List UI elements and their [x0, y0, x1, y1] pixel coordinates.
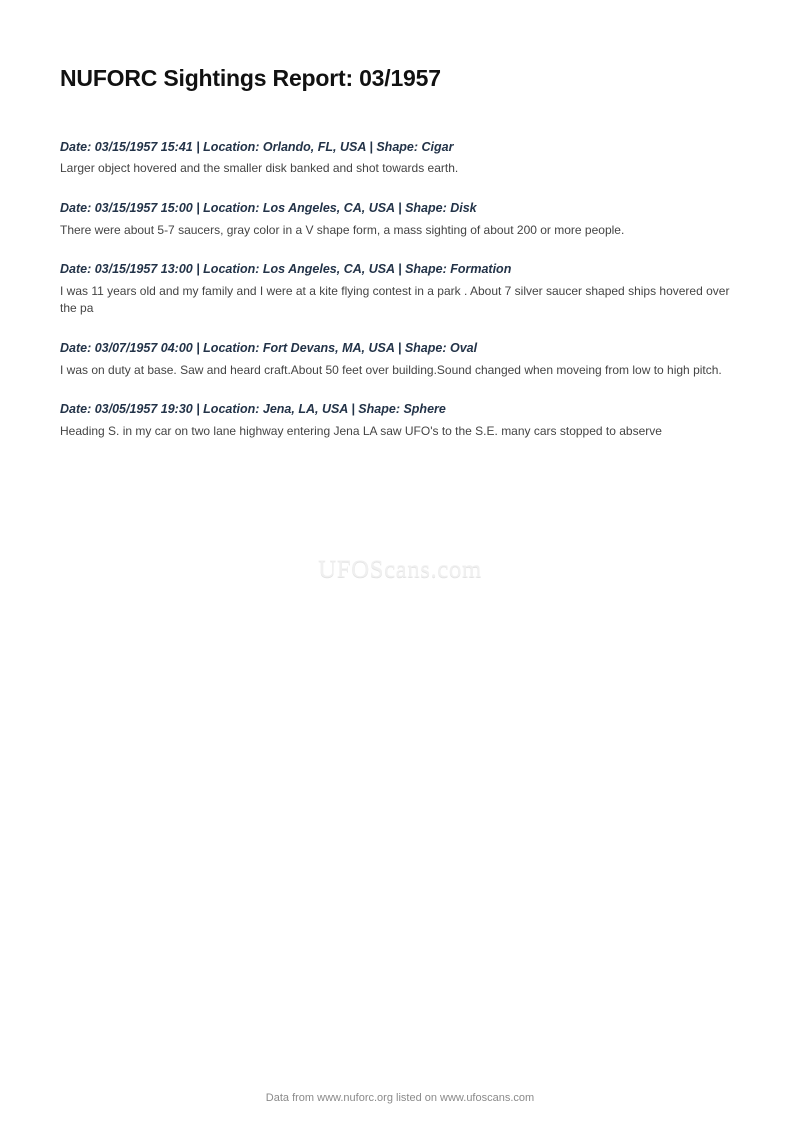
sighting-entry [60, 139, 740, 178]
sighting-entry [60, 340, 740, 379]
sighting-description: Larger object hovered and the smaller disk banked and shot towards earth. [60, 161, 459, 176]
page-title: NUFORC Sightings Report: 03/1957 [60, 65, 441, 91]
sighting-header: Date: 03/15/1957 15:41 | Location: Orlando, FL, USA | Shape: Cigar [60, 139, 454, 154]
sighting-entry [60, 200, 740, 239]
sighting-description: I was 11 years old and my family and I were at a kite flying contest in a park . About 7 silver saucer shaped ships hovered over the pa [60, 284, 730, 316]
watermark: UFOScans.com [318, 556, 482, 583]
sighting-header: Date: 03/07/1957 04:00 | Location: Fort Devans, MA, USA | Shape: Oval [60, 340, 478, 355]
sighting-header: Date: 03/05/1957 19:30 | Location: Jena, LA, USA | Shape: Sphere [60, 402, 446, 417]
sighting-entry [60, 261, 740, 318]
sighting-description: I was on duty at base. Saw and heard craft.About 50 feet over building.Sound changed when moveing from low to high pitch. [60, 362, 722, 377]
sighting-entry [60, 401, 740, 440]
sightings-list [60, 139, 740, 441]
page-footer: Data from www.nuforc.org listed on www.ufoscans.com [265, 1092, 535, 1104]
sighting-description: There were about 5-7 saucers, gray color in a V shape form, a mass sighting of about 200 or more people. [60, 222, 625, 237]
sighting-header: Date: 03/15/1957 13:00 | Location: Los Angeles, CA, USA | Shape: Formation [60, 262, 512, 277]
sighting-description: Heading S. in my car on two lane highway entering Jena LA saw UFO's to the S.E. many cars stopped to abserve [60, 423, 662, 438]
sighting-header: Date: 03/15/1957 15:00 | Location: Los Angeles, CA, USA | Shape: Disk [60, 200, 477, 215]
